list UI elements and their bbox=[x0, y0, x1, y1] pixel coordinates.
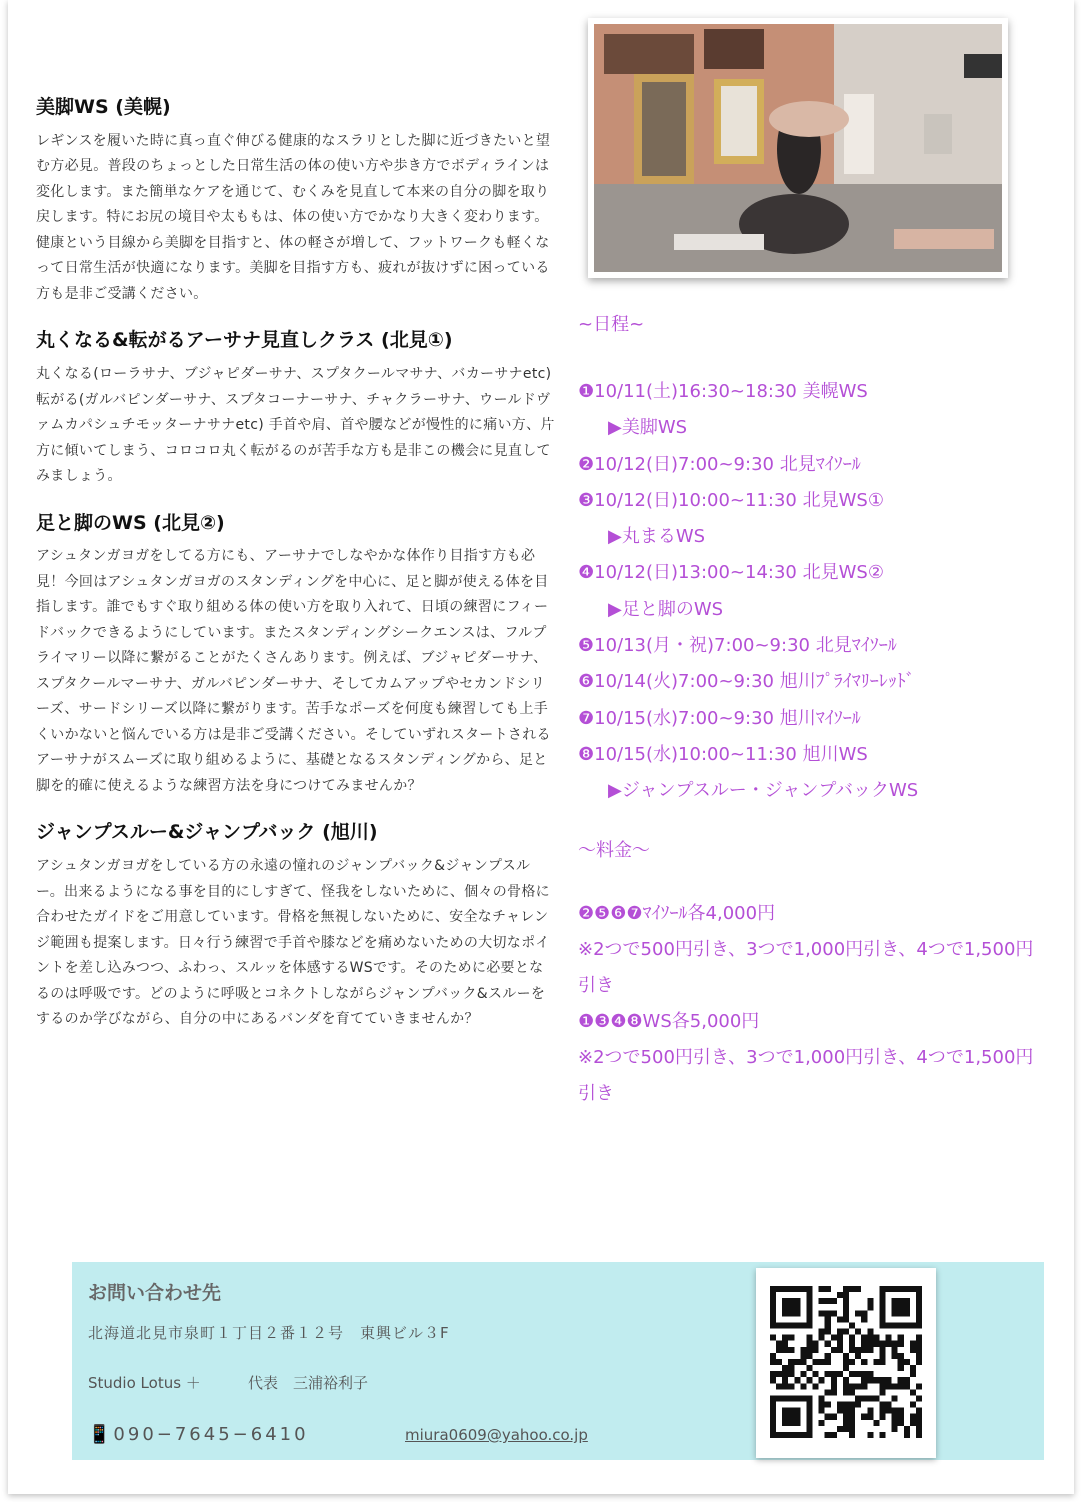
schedule-subitem: ▶ジャンプスルー・ジャンプバックWS bbox=[608, 780, 919, 802]
schedule-item: ❶10/11(土)16:30~18:30 美幌WS bbox=[578, 381, 868, 402]
schedule-subitem: ▶美脚WS bbox=[608, 417, 688, 439]
schedule-item: ❹10/12(日)13:00~14:30 北見WS② bbox=[578, 562, 884, 584]
section-body-ashi: アシュタンガヨガをしてる方にも、アーサナでしなやかな体作り目指す方も必見！今回はアシュタンガヨガのスタンディングを中心に、足と脚が使える体を目指します。誰でもすぐ取り組める体の使い方を取り入れて、日頃の練習にフィードバックできるようにしています。またスタンディングシークエンスは、フルプライマリー以降に繋がることがたくさんあります。例えば、ブジャピダーサナ、スプタクールマーサナ、ガルバピンダーサナ、そしてカムアップやセカンドシリーズ、サードシリーズ以降に繋がります。苦手なポーズを何度も練習しても上手くいかないと悩んでいる方は是非ご受講ください。そしていずれスタートされるアーサナがスムーズに取り組めるように、基礎となるスタンディングから、足と脚を的確に使えるような練習方法を身につけてみませんか？ bbox=[36, 548, 551, 794]
section-body-maruku: 丸くなる(ローラサナ、ブジャピダーサナ、スプタクールマサナ、バカーサナetc) 転がる(ガルバピンダーサナ、スプタコーナーサナ、チャクラーサナ、ウールドヴァムカパシュチモッターナサナetc) 手首や肩、首や腰などが慢性的に痛い方、片方に傾いてしまう、コロコロ丸く転がるのが苦手な方も是非この機会に見直してみましょう。 bbox=[36, 366, 555, 485]
schedule-list bbox=[578, 374, 1048, 810]
schedule-item: ❷10/12(日)7:00~9:30 北見ﾏｲｿｰﾙ bbox=[578, 453, 861, 475]
schedule-item: ❸10/12(日)10:00~11:30 北見WS① bbox=[578, 489, 884, 511]
fee-note: ※2つで500円引き、3つで1,000円引き、4つで1,500円引き bbox=[578, 1046, 1034, 1104]
contact-address: 北海道北見市泉町１丁目２番１２号 東興ビル３F bbox=[88, 1324, 450, 1342]
fee-heading: 〜料金〜 bbox=[578, 839, 650, 861]
schedule-heading: ~日程~ bbox=[578, 314, 645, 335]
schedule-subitem: ▶丸まるWS bbox=[608, 526, 706, 548]
qr-code-card[interactable] bbox=[756, 1268, 936, 1458]
section-title-bikyaku: 美脚WS (美幌) bbox=[36, 96, 171, 118]
workshop-descriptions bbox=[36, 96, 556, 1055]
qr-code-icon bbox=[770, 1286, 922, 1438]
schedule-subitem: ▶足と脚のWS bbox=[608, 598, 724, 620]
yoga-photo bbox=[588, 18, 1008, 278]
section-title-ashi: 足と脚のWS (北見②) bbox=[36, 511, 225, 534]
fee-note: ※2つで500円引き、3つで1,000円引き、4つで1,500円引き bbox=[578, 938, 1034, 996]
schedule-item: ❽10/15(水)10:00~11:30 旭川WS bbox=[578, 743, 868, 765]
fee-line: ❶❸❹❽WS各5,000円 bbox=[578, 1010, 760, 1032]
email-link[interactable]: miura0609@yahoo.co.jp bbox=[405, 1426, 588, 1444]
fee-line: ❷❺❻❼ﾏｲｿｰﾙ各4,000円 bbox=[578, 902, 776, 924]
schedule-item: ❺10/13(月・祝)7:00~9:30 北見ﾏｲｿｰﾙ bbox=[578, 635, 897, 657]
section-title-jump: ジャンプスルー&ジャンプバック (旭川) bbox=[36, 821, 378, 844]
section-body-jump: アシュタンガヨガをしている方の永遠の憧れのジャンプバック&ジャンプスルー。出来るようになる事を目的にしすぎて、怪我をしないために、個々の骨格に合わせたガイドをご用意しています。骨格を無視しないために、安全なチャレンジ範囲も提案します。日々行う練習で手首や膝などを痛めないための大切なポイントを差し込みつつ、ふわっ、スルッを体感するWSです。そのために必要となるのは呼吸です。どのように呼吸とコネクトしながらジャンプバック&スルーをするのか学びながら、自分の中にあるバンダを育てていきませんか？ bbox=[36, 858, 550, 1028]
schedule-panel bbox=[578, 310, 1048, 1112]
fee-list bbox=[578, 896, 1048, 1112]
phone-number[interactable]: 📱090−7645−6410 bbox=[88, 1424, 309, 1445]
yoga-pose-image bbox=[594, 24, 1002, 272]
contact-title: お問い合わせ先 bbox=[88, 1282, 222, 1304]
studio-name: Studio Lotus ＋ bbox=[88, 1374, 201, 1392]
representative: 代表 三浦裕利子 bbox=[248, 1374, 369, 1392]
section-body-bikyaku: レギンスを履いた時に真っ直ぐ伸びる健康的なスラリとした脚に近づきたいと望む方必見。普段のちょっとした日常生活の体の使い方や歩き方でボディラインは変化します。また簡単なケアを通じて、むくみを見直して本来の自分の脚を取り戻します。特にお尻の境目や太ももは、体の使い方でかなり大きく変わります。健康という目線から美脚を目指すと、体の軽さが増して、フットワークも軽くなって日常生活が快適になります。美脚を目指す方も、疲れが抜けずに困っている方も是非ご受講ください。 bbox=[36, 132, 551, 302]
section-title-maruku: 丸くなる&転がるアーサナ見直しクラス (北見①) bbox=[36, 329, 453, 352]
schedule-item: ❼10/15(水)7:00~9:30 旭川ﾏｲｿｰﾙ bbox=[578, 707, 861, 729]
schedule-item: ❻10/14(火)7:00~9:30 旭川ﾌﾟﾗｲﾏﾘｰﾚｯﾄﾞ bbox=[578, 671, 915, 693]
